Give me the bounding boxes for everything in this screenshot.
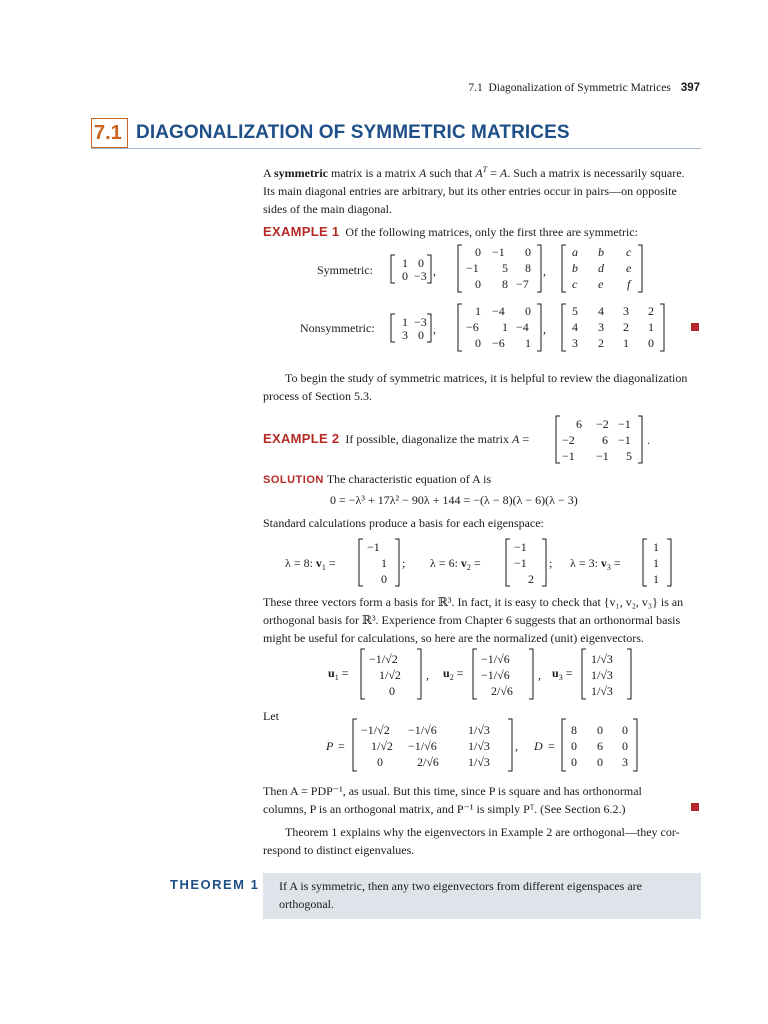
svg-text:;: ; [402,556,406,570]
svg-text:e: e [598,277,604,291]
theorem-intro-line-2: respond to distinct eigenvalues. [263,843,415,857]
svg-text:1/√3: 1/√3 [468,739,490,753]
svg-text:λ = 6: v2 =: λ = 6: $v_2$ = [430,556,481,572]
page-number: 397 [680,82,700,94]
svg-text:−3: −3 [414,269,427,283]
svg-text:1/√3: 1/√3 [591,652,613,666]
svg-text:5: 5 [626,449,632,463]
svg-text:8: 8 [502,277,508,291]
svg-text:0: 0 [389,684,395,698]
basis-text: Standard calculations produce a basis for each eigenspace: [263,516,544,530]
example1-matrices [380,240,710,355]
solution-text: The characteristic equation of A is [326,472,492,486]
intro-line-3: sides of the main diagonal. [263,202,392,216]
svg-text:0: 0 [622,739,628,753]
svg-text:.: . [647,433,650,447]
svg-text:3: 3 [623,304,629,318]
svg-text:−1/√6: −1/√6 [408,723,437,737]
svg-text:−3: −3 [414,315,427,329]
theorem-line-1: If A is symmetric, then any two eigenvectors from different eigenspaces are [279,879,642,893]
transition-paragraph [263,369,703,405]
example1-label: EXAMPLE 1 [263,224,340,239]
svg-text:3: 3 [598,320,604,334]
svg-text:−1/√6: −1/√6 [408,739,437,753]
svg-text:1: 1 [623,336,629,350]
svg-text:1/√3: 1/√3 [468,723,490,737]
transition-line-1: To begin the study of symmetric matrices, it is helpful to review the diagonalization [285,371,688,385]
svg-text:=: = [338,739,345,753]
example1-heading [263,224,638,240]
svg-text:2/√6: 2/√6 [491,684,513,698]
vectors-line-1: These three vectors form a basis for ℝ³. In fact, it is easy to check that {v₁, v₂, v₃} is an [263,595,684,609]
svg-text:c: c [572,277,578,291]
svg-text:;: ; [549,556,553,570]
svg-text:,: , [538,668,541,682]
transition-line-2: process of Section 5.3. [263,389,372,403]
svg-text:u2 =: $u_2$ = [443,666,464,682]
matrices-P-D [320,715,650,775]
eigenvectors-u [325,645,655,705]
theorem-intro-paragraph [263,823,703,859]
svg-text:P: P [326,739,334,753]
svg-text:0: 0 [571,739,577,753]
svg-text:8: 8 [571,723,577,737]
svg-text:1: 1 [653,540,659,554]
svg-text:−2: −2 [596,417,609,431]
let-label: Let [263,709,279,723]
theorem-label: THEOREM 1 [170,877,260,892]
intro-line-1: A symmetric matrix is a matrix A such that $A^T = A$. Such a matrix is necessarily square. [263,165,685,180]
svg-text:0: 0 [418,328,424,342]
svg-text:0: 0 [648,336,654,350]
theorem-text [279,877,694,913]
then-line-2: columns, P is an orthogonal matrix, and P⁻¹ is simply Pᵀ. (See Section 6.2.) [263,802,626,816]
svg-text:8: 8 [525,261,531,275]
svg-text:0: 0 [402,269,408,283]
svg-text:−6: −6 [466,320,479,334]
svg-text:,: , [543,322,546,336]
svg-text:2/√6: 2/√6 [417,755,439,769]
svg-text:e: e [626,261,632,275]
svg-text:6: 6 [597,739,603,753]
svg-text:1/√3: 1/√3 [468,755,490,769]
then-paragraph [263,782,703,818]
svg-text:λ = 8: v1 =: λ = 8: $v_1$ = [285,556,336,572]
example1-end-mark [691,323,699,331]
then-line-1: Then A = PDP⁻¹, as usual. But this time, since P is square and has orthonormal [263,784,642,798]
svg-text:f: f [627,277,631,291]
svg-text:u3 =: $u_3$ = [552,666,573,682]
svg-text:1: 1 [381,556,387,570]
solution-heading [263,472,491,487]
svg-text:1/√3: 1/√3 [591,668,613,682]
vectors-line-2: orthogonal basis for ℝ³. Experience from Chapter 6 suggests that an orthonormal basis [263,613,681,627]
svg-text:1: 1 [475,304,481,318]
svg-text:−6: −6 [492,336,505,350]
svg-text:,: , [543,264,546,278]
svg-text:1: 1 [653,556,659,570]
example2-text: If possible, diagonalize the matrix [345,432,513,446]
svg-text:−1/√2: −1/√2 [361,723,390,737]
svg-text:0: 0 [525,304,531,318]
vectors-paragraph [263,593,703,647]
svg-text:1: 1 [648,320,654,334]
vectors-line-3: might be useful for calculations, so here are the normalized (unit) eigenvectors. [263,631,644,645]
svg-text:1/√3: 1/√3 [591,684,613,698]
svg-text:,: , [426,668,429,682]
svg-text:5: 5 [572,304,578,318]
intro-paragraph [263,161,703,218]
svg-text:−1: −1 [367,540,380,554]
svg-text:3: 3 [622,755,628,769]
svg-text:6: 6 [602,433,608,447]
svg-text:2: 2 [598,336,604,350]
svg-text:4: 4 [598,304,604,318]
section-rule [91,148,701,149]
svg-text:−1: −1 [514,540,527,554]
svg-text:b: b [598,245,604,259]
svg-text:0: 0 [571,755,577,769]
svg-text:−1: −1 [618,417,631,431]
characteristic-equation: 0 = −λ³ + 17λ² − 90λ + 144 = −(λ − 8)(λ − 6)(λ − 3) [330,493,578,507]
theorem-line-2: orthogonal. [279,897,334,911]
svg-text:1: 1 [402,315,408,329]
svg-text:−1: −1 [562,449,575,463]
svg-text:0: 0 [597,723,603,737]
svg-text:−1: −1 [514,556,527,570]
svg-text:1/√2: 1/√2 [371,739,393,753]
symmetric-label: Symmetric: [317,263,373,277]
svg-text:1: 1 [653,572,659,586]
svg-text:6: 6 [576,417,582,431]
svg-text:a: a [572,245,578,259]
svg-text:λ = 3: v3 =: λ = 3: $v_3$ = [570,556,621,572]
svg-text:3: 3 [572,336,578,350]
example1-text: Of the following matrices, only the first three are symmetric: [345,225,638,239]
svg-text:b: b [572,261,578,275]
svg-text:=: = [548,739,555,753]
svg-text:0: 0 [381,572,387,586]
intro-line-2: Its main diagonal entries are arbitrary, but its other entries occur in pairs—on opposite [263,184,677,198]
running-head-title: Diagonalization of Symmetric Matrices [488,82,671,94]
svg-text:2: 2 [528,572,534,586]
svg-text:1: 1 [502,320,508,334]
svg-text:0: 0 [475,245,481,259]
svg-text:−1/√2: −1/√2 [369,652,398,666]
example2-matrix-A [552,412,662,467]
svg-text:2: 2 [623,320,629,334]
svg-text:−4: −4 [516,320,529,334]
section-number: 7.1 [94,122,122,144]
running-head-section: 7.1 [468,82,483,94]
svg-text:c: c [626,245,632,259]
svg-text:−1: −1 [618,433,631,447]
svg-text:,: , [433,264,436,278]
svg-text:−1: −1 [596,449,609,463]
example2-heading: EXAMPLE 2 If possible, diagonalize the matrix A = [263,431,530,446]
svg-text:1/√2: 1/√2 [379,668,401,682]
nonsymmetric-label: Nonsymmetric: [300,321,375,335]
svg-text:2: 2 [648,304,654,318]
svg-text:1: 1 [525,336,531,350]
section-title: DIAGONALIZATION OF SYMMETRIC MATRICES [136,122,570,143]
theorem-intro-line-1: Theorem 1 explains why the eigenvectors in Example 2 are orthogonal—they cor- [285,825,680,839]
svg-text:−1/√6: −1/√6 [481,668,510,682]
svg-text:−1: −1 [466,261,479,275]
svg-text:0: 0 [525,245,531,259]
svg-text:,: , [515,739,518,753]
svg-text:0: 0 [377,755,383,769]
svg-text:0: 0 [597,755,603,769]
svg-text:−2: −2 [562,433,575,447]
svg-text:d: d [598,261,604,275]
svg-text:,: , [433,322,436,336]
svg-text:4: 4 [572,320,578,334]
svg-text:3: 3 [402,328,408,342]
svg-text:0: 0 [475,277,481,291]
svg-text:D: D [534,739,543,753]
svg-text:0: 0 [622,723,628,737]
solution-label: SOLUTION [263,474,324,486]
example2-label: EXAMPLE 2 [263,431,340,446]
svg-text:5: 5 [502,261,508,275]
svg-text:0: 0 [418,256,424,270]
example2-end-mark [691,803,699,811]
svg-text:0: 0 [475,336,481,350]
svg-text:u1 =: $u_1$ = [328,666,349,682]
running-head [0,82,700,94]
svg-text:−1/√6: −1/√6 [481,652,510,666]
eigenvectors-v [285,535,685,590]
svg-text:−1: −1 [492,245,505,259]
svg-text:−4: −4 [492,304,505,318]
svg-text:1: 1 [402,256,408,270]
svg-text:−7: −7 [516,277,529,291]
